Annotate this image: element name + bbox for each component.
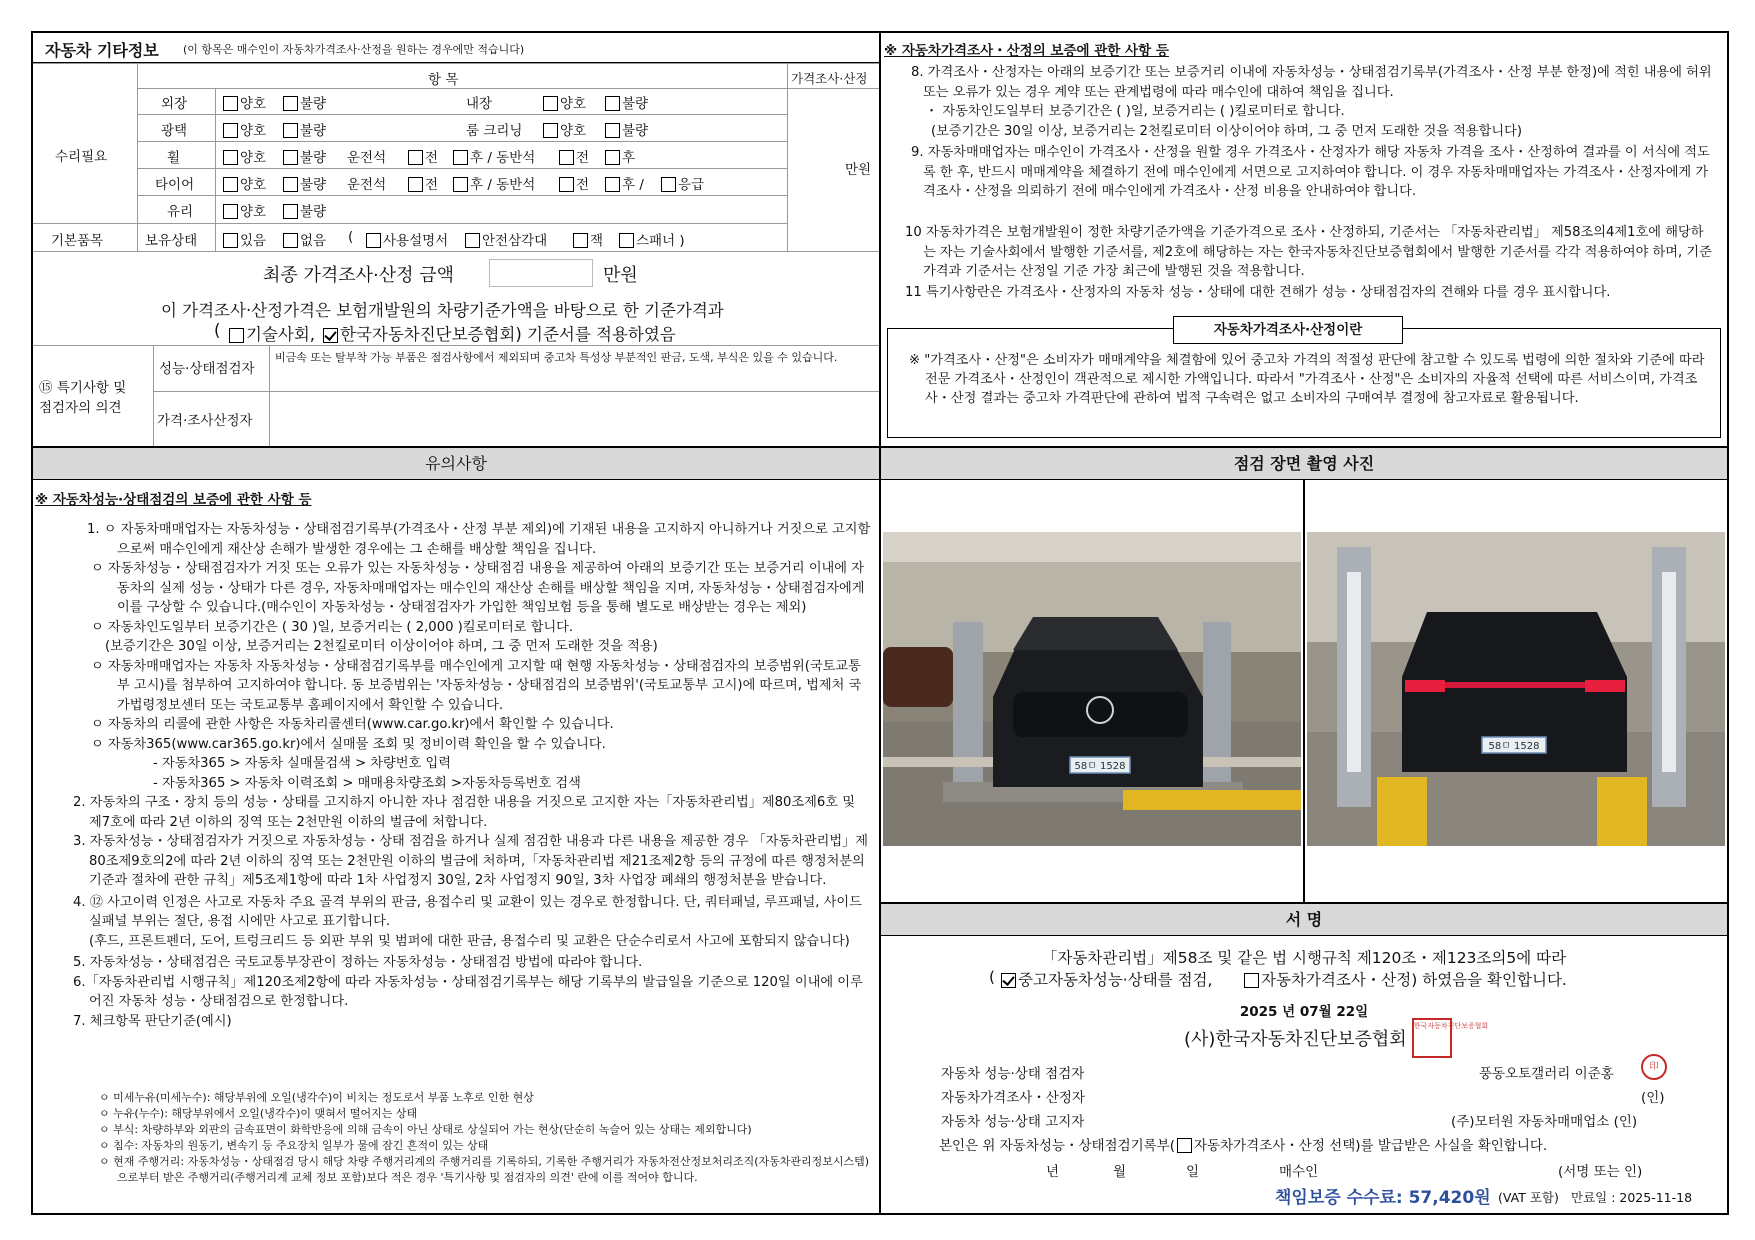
notes-header: 유의사항: [425, 454, 487, 473]
signature-section: 서 명 「자동차관리법」제58조 및 같은 법 시행규칙 제120조・제123조의5에 따라 ( 중고자동차성능·상태를 점검, 자동차가격조사・산정) 하였음을 확인합니다. 2025 년 07월 22일 (사)한국자동차진단보증협회 한국자동차진단보증협회 자동차 성능·상태 점검자 풍동오토갤러리 이준홍 印 자동차가격조사・산정자 (인) 자동차 성능·상태 고지자 (주)모터원 자동차매매업소 (인) 본인은 위 자동차성능・상태점검기록부( 자동차가격조사・산정 선택)를 발급받은 사실을 확인합니다. 년 월 일 매수인 (서명 또는 인) 책임보증 수수료: 57,420원 (VAT 포함) 만료일 : 2025-11-18: [881, 904, 1727, 1215]
manual-checkbox[interactable]: [366, 233, 381, 248]
note-4: 4. ⑫ 사고이력 인정은 사고로 자동차 주요 골격 부위의 판금, 용접수리 및 교환이 있는 경우로 한정합니다. 단, 쿼터패널, 루프패널, 사이드실패널 부위는 절단, 용접 시에만 사고로 표기합니다.: [73, 894, 862, 929]
criteria-e: ㅇ 현재 주행거리: 자동차성능・상태점검 당시 해당 차량 주행거리계의 주행거리를 기록하되, 기록한 주행거리가 자동차전산정보처리조직(자동차관리정보시스템)으로부터 받은 주행거리(주행거리계 교체 정보 포함)보다 적은 경우 '특기사항 및 점검자의 의견' 란에 이를 적어야 합니다.: [99, 1155, 870, 1184]
tire-bad-checkbox[interactable]: [283, 177, 298, 192]
note-1e: ㅇ 자동차의 리콜에 관한 사항은 자동차리콜센터(www.car.go.kr)에서 확인할 수 있습니다.: [91, 717, 614, 732]
check-criteria: [89, 1090, 877, 1186]
row-glass: 유리: [167, 204, 194, 220]
tire-passenger-rear-checkbox[interactable]: [605, 177, 620, 192]
triangle-checkbox[interactable]: [465, 233, 480, 248]
price-guarantee-heading: ※ 자동차가격조사・산정의 보증에 관한 사항 등: [884, 43, 1169, 59]
appraiser-label: 자동차가격조사・산정자: [941, 1090, 1085, 1106]
vat-note: (VAT 포함): [1498, 1190, 1559, 1205]
note-1a: 1. ㅇ 자동차매매업자는 자동차성능・상태점검기록부(가격조사・산정 부분 제외)에 기재된 내용을 고지하지 아니하거나 거짓으로 고지함으로써 매수인에게 재산상 손해가 발생한 경우에는 그 손해를 배상할 책임을 집니다.: [87, 522, 871, 557]
association-name: (사)한국자동차진단보증협회: [1184, 1029, 1407, 1050]
cleaning-bad-checkbox[interactable]: [605, 123, 620, 138]
expiry-date: 만료일 : 2025-11-18: [1571, 1190, 1693, 1205]
item-10: 10 자동차가격은 보험개발원이 정한 차량기준가액을 기준가격으로 조사・산정하되, 기준서는 「자동차관리법」 제58조의4제1호에 해당하는 자는 기술사회에서 발행한 기준서를, 제2호에 해당하는 자는 한국자동차진단보증협회에서 발행한 기준서를 각각 적용하여야 하며, 기준가격과 기준서는 산정일 기준 가장 최근에 발행된 것을 적용합니다.: [905, 225, 1712, 279]
buyer-day: 일: [1186, 1164, 1200, 1180]
confirm-text-b: 자동차가격조사・산정 선택)를 발급받은 사실을 확인합니다.: [1194, 1138, 1548, 1154]
check-paren: (: [989, 968, 996, 986]
sign-date: 2025 년 07월 22일: [1239, 1004, 1369, 1020]
front-plate: 58ㅁ 1528: [1074, 761, 1126, 772]
criteria-a: ㅇ 미세누유(미세누수): 해당부위에 오일(냉각수)이 비치는 정도로서 부품 노후로 인한 현상: [99, 1091, 534, 1104]
tire-passenger-front-checkbox[interactable]: [559, 177, 574, 192]
buyer-label: 매수인: [1279, 1164, 1319, 1180]
buyer-month: 월: [1113, 1164, 1127, 1180]
wheel-bad-checkbox[interactable]: [283, 150, 298, 165]
signature-header-bar: [881, 904, 1727, 936]
note-1c2: (보증기간은 30일 이상, 보증거리는 2천킬로미터 이상이어야 하며, 그 중 먼저 도래한 것을 적용): [105, 639, 658, 654]
rear-plate: 58ㅁ 1528: [1488, 741, 1540, 752]
kadia-checkbox[interactable]: [323, 328, 338, 343]
photo-header-bar: [881, 448, 1727, 480]
note-4b: (후드, 프론트펜더, 도어, 트렁크리드 등 외판 부위 및 범퍼에 대한 판금, 용접수리 및 교환은 단순수리로서 사고에 포함되지 않습니다): [89, 933, 850, 949]
inspector-opinion-text: 비금속 또는 탈부착 가능 부품은 점검사항에서 제외되며 중고차 특성상 부분적인 판금, 도색, 부식은 있을 수 있습니다.: [275, 351, 838, 364]
basis-paren: (: [214, 321, 221, 340]
item-9: 9. 자동차매매업자는 매수인이 가격조사・산정을 원할 경우 가격조사・산정자가 해당 자동차 가격을 조사・산정하여 결과를 이 서식에 적도록 한 후, 반드시 매매계약을 체결하기 전에 매수인에게 서면으로 고지하여야 합니다. 이 경우 자동차매매업자는 가격조사・산정자에게 가격조사・산정을 의뢰하기 전에 매수인에게 가격조사・산정 비용을 안내하여야 합니다.: [911, 145, 1710, 199]
confirm-text-a: 본인은 위 자동차성능・상태점검기록부(: [939, 1138, 1176, 1154]
inspector-value: 풍동오토갤러리 이준홍: [1479, 1066, 1614, 1082]
interior-good-checkbox[interactable]: [543, 96, 558, 111]
final-amount-input[interactable]: [489, 259, 593, 287]
glass-good-checkbox[interactable]: [223, 204, 238, 219]
exterior-bad-checkbox[interactable]: [283, 96, 298, 111]
note-2: 2. 자동차의 구조・장치 등의 성능・상태를 고지하지 아니한 자나 점검한 내용을 거짓으로 고지한 자는「자동차관리법」제80조제6호 및 제7호에 따라 2년 이하의 징역 또는 2천만원 이하의 벌금에 처합니다.: [73, 795, 855, 830]
note-5: 5. 자동차성능・상태점검은 국토교통부장관이 정하는 자동차성능・상태점검 방법에 따라야 합니다.: [73, 955, 643, 970]
section-title: 자동차 기타정보: [45, 41, 159, 60]
wheel-passenger-front-checkbox[interactable]: [559, 150, 574, 165]
item-11: 11 특기사항란은 가격조사・산정자의 자동차 성능・상태에 대한 견해가 성능・상태점검자의 견해와 다를 경우 표시합니다.: [905, 285, 1611, 300]
possession-have-checkbox[interactable]: [223, 233, 238, 248]
gloss-bad-checkbox[interactable]: [283, 123, 298, 138]
notes-section: [33, 448, 879, 1215]
gloss-good-checkbox[interactable]: [223, 123, 238, 138]
row-interior: 내장: [466, 96, 493, 112]
criteria-c: ㅇ 부식: 차량하부와 외판의 금속표면이 화학반응에 의해 금속이 아닌 상태로 상실되어 가는 현상(단순히 녹슬어 있는 상태는 제외합니다): [99, 1123, 752, 1136]
notes-header-bar: [33, 448, 879, 480]
price-guarantee-section: [881, 33, 1727, 446]
tire-rear-checkbox[interactable]: [453, 177, 468, 192]
cleaning-good-checkbox[interactable]: [543, 123, 558, 138]
association-seal: 한국자동차진단보증협회: [1412, 1018, 1452, 1058]
appraiser-seal: (인): [1641, 1090, 1665, 1106]
tire-front-checkbox[interactable]: [408, 177, 423, 192]
other-info-section: 자동차 기타정보 (이 항목은 매수인이 자동차가격조사·산정을 원하는 경우에만 적습니다) 항 목 가격조사·산정 수리필요 기본품목 만원 외장 양호 불량 내장 양호 불량 광택 양호 불량 룸 크리닝 양호 불량 휠 양호 불량 운전석 전 후 / 동반석 전 후 타이어 양호 불량 운전석 전 후 / 동반석 전 후 / 응급 유리 양호 불량 보유상태 있음 없음 ( 사용설명서 안전삼각대 잭 스패너 ) 최종 가격조사·산정 금액 만원 이 가격조사·산정가격은 보험개발원의 차량기준가액을 바탕으로 한 기준가격과 ( 기술사회, 한국자동차진단보증협회) 기준서를 적용하였음 ⑮ 특기사항 및 점검자의 의견 성능·상태점검자 비금속 또는 탈부착 가능 부품은 점검사항에서 제외되며 중고차 특성상 부분적인 판금, 도색, 부식은 있을 수 있습니다. 가격·조사산정자: [33, 33, 879, 446]
price-unit: 만원: [845, 162, 872, 178]
row-room-cleaning: 룸 크리닝: [466, 123, 523, 139]
section-note: (이 항목은 매수인이 자동차가격조사·산정을 원하는 경우에만 적습니다): [183, 43, 525, 56]
final-amount-label: 최종 가격조사·산정 금액: [263, 265, 455, 286]
notes-heading: ※ 자동차성능·상태점검의 보증에 관한 사항 등: [35, 492, 312, 508]
notifier-label: 자동차 성능·상태 고지자: [941, 1114, 1085, 1130]
tire-emergency-checkbox[interactable]: [661, 177, 676, 192]
price-header: 가격조사·산정: [791, 71, 868, 86]
repair-needed-label: 수리필요: [55, 149, 108, 165]
row-possession: 보유상태: [145, 233, 198, 249]
buyer-signature: (서명 또는 인): [1558, 1164, 1643, 1180]
photo-header: 점검 장면 촬영 사진: [1233, 454, 1375, 473]
jack-checkbox[interactable]: [573, 233, 588, 248]
tire-good-checkbox[interactable]: [223, 177, 238, 192]
appraiser-opinion-label: 가격·조사산정자: [157, 413, 253, 429]
appraisal-definition-title: 자동차가격조사·산정이란: [1173, 316, 1403, 344]
row-wheel: 휠: [167, 150, 181, 166]
note-3: 3. 자동차성능・상태점검자가 거짓으로 자동차성능・상태 점검을 하거나 실제 점검한 내용과 다른 내용을 제공한 경우 「자동차관리법」제80조제9호의2에 따라 2년 이하의 징역 또는 2천만원 이하의 벌금에 처하며,「자동차관리법 제21조제2항 등의 규정에 따른 행정처분의 기준과 절차에 관한 규칙」제5조제1항에 따라 1차 사업정지 30일, 2차 사업정지 90일, 3차 사업장 폐쇄의 행정처분을 받습니다.: [73, 834, 868, 888]
note-6: 6.「자동차관리법 시행규칙」제120조제2항에 따라 자동차성능・상태점검기록부는 해당 기록부의 발급일을 기준으로 120일 이내에 이루어진 자동차 성능・상태점검으로 한정합니다.: [73, 974, 863, 1009]
note-1c: ㅇ 자동차인도일부터 보증기간은 ( 30 )일, 보증거리는 ( 2,000 )킬로미터로 합니다.: [91, 619, 574, 635]
criteria-d: ㅇ 침수: 자동차의 원동기, 변속기 등 주요장치 일부가 물에 잠긴 흔적이 있는 상태: [99, 1139, 489, 1152]
notes-body: [61, 520, 871, 1031]
appraisal-definition-text: ※ "가격조사・산정"은 소비자가 매매계약을 체결함에 있어 중고차 가격의 적절성 판단에 참고할 수 있도록 법령에 의한 절차와 기준에 따라 전문 가격조사・산정인이 객관적으로 제시한 가액입니다. 따라서 "가격조사・산정"은 소비자의 자율적 선택에 따른 서비스이며, 가격조사・산정 결과는 중고차 가격판단에 관하여 법적 구속력은 없고 소비자의 구매여부 결정에 참고자료로 활용됩니다.: [909, 353, 1705, 406]
tech-society-checkbox[interactable]: [229, 328, 244, 343]
performance-check-checkbox[interactable]: [1001, 973, 1016, 988]
wheel-driver-label: 운전석: [347, 150, 387, 166]
inspector-label: 자동차 성능·상태 점검자: [941, 1066, 1085, 1082]
note-1g: - 자동차365 > 자동차 실매물검색 > 차량번호 입력: [153, 756, 451, 771]
possession-paren: (: [348, 229, 354, 245]
note-1b: ㅇ 자동차성능・상태점검자가 거짓 또는 오류가 있는 자동차성능・상태점검 내용을 제공하여 아래의 보증기간 또는 보증거리 이내에 자동차의 실제 성능・상태가 다른 경우, 자동차매매업자는 매수인의 재산상 손해를 배상할 책임을 지며, 자동차성능・상태점검자에게 이를 구상할 수 있습니다.(매수인이 자동차성능・상태점검자가 가입한 책임보험 등을 통해 별도로 배상받는 경우는 제외): [91, 561, 865, 615]
interior-bad-checkbox[interactable]: [605, 96, 620, 111]
law-line: 「자동차관리법」제58조 및 같은 법 시행규칙 제120조・제123조의5에 따라: [1041, 949, 1567, 967]
basic-items-label: 기본품목: [51, 233, 104, 249]
wheel-rear-checkbox[interactable]: [453, 150, 468, 165]
appraisal-checkbox[interactable]: [1244, 973, 1259, 988]
possession-none-checkbox[interactable]: [283, 233, 298, 248]
wheel-passenger-rear-checkbox[interactable]: [605, 150, 620, 165]
signature-header: 서 명: [1285, 910, 1323, 929]
inspector-opinion-label: 성능·상태점검자: [159, 361, 255, 377]
glass-bad-checkbox[interactable]: [283, 204, 298, 219]
buyer-appraisal-checkbox[interactable]: [1177, 1138, 1192, 1153]
criteria-b: ㅇ 누유(누수): 해당부위에서 오일(냉각수)이 맺혀서 떨어지는 상태: [99, 1107, 418, 1120]
final-amount-unit: 만원: [603, 265, 638, 286]
tire-driver-label: 운전석: [347, 177, 387, 193]
front-inspection-photo: [883, 532, 1301, 846]
rear-inspection-photo: [1307, 532, 1725, 846]
row-gloss: 광택: [161, 123, 188, 139]
row-exterior: 외장: [161, 96, 188, 112]
guarantee-fee: 책임보증 수수료: 57,420원: [1275, 1188, 1491, 1208]
item-8: 8. 가격조사・산정자는 아래의 보증기간 또는 보증거리 이내에 자동차성능・상태점검기록부(가격조사・산정 부분 한정)에 적힌 내용에 허위 또는 오류가 있는 경우 계약 또는 관계법령에 따라 매수인에 대하여 책임을 집니다. ・ 자동차인도일부터 보증기간은 ( )일, 보증거리는 ( )킬로미터로 합니다. (보증기간은 30일 이상, 보증거리는 2천킬로미터 이상이어야 하며, 그 중 먼저 도래한 것을 적용합니다): [911, 65, 1712, 139]
inspector-seal: 印: [1641, 1054, 1667, 1080]
note-7: 7. 체크항목 판단기준(예시): [73, 1013, 232, 1029]
note-1h: - 자동차365 > 자동차 이력조회 > 매매용차량조회 >자동차등록번호 검색: [153, 775, 581, 791]
wheel-front-checkbox[interactable]: [408, 150, 423, 165]
note-1f: ㅇ 자동차365(www.car365.go.kr)에서 실매물 조회 및 정비이력 확인을 할 수 있습니다.: [91, 736, 606, 752]
note-1d: ㅇ 자동차매매업자는 자동차 자동차성능・상태점검기록부를 매수인에게 고지할 때 현행 자동차성능・상태점검자의 보증범위(국토교통부 고시)를 첨부하여 고지하여야 합니다. 동 보증범위는 '자동차성능・상태점검의 보증범위'(국토교통부 고시)에 따르며, 법제처 국가법령정보센터 또는 국토교통부 홈페이지에서 확인할 수 있습니다.: [91, 658, 862, 713]
exterior-good-checkbox[interactable]: [223, 96, 238, 111]
buyer-year: 년: [1046, 1164, 1060, 1180]
photo-section: [881, 448, 1727, 904]
wheel-good-checkbox[interactable]: [223, 150, 238, 165]
basis-line: 이 가격조사·산정가격은 보험개발원의 차량기준가액을 바탕으로 한 기준가격과: [161, 301, 724, 320]
spanner-checkbox[interactable]: [619, 233, 634, 248]
row-tire: 타이어: [155, 177, 195, 193]
special-notes-label: ⑮ 특기사항 및 점검자의 의견: [39, 380, 127, 416]
item-header: 항 목: [428, 72, 459, 88]
notifier-value: (주)모터원 자동차매매업소 (인): [1451, 1114, 1638, 1130]
